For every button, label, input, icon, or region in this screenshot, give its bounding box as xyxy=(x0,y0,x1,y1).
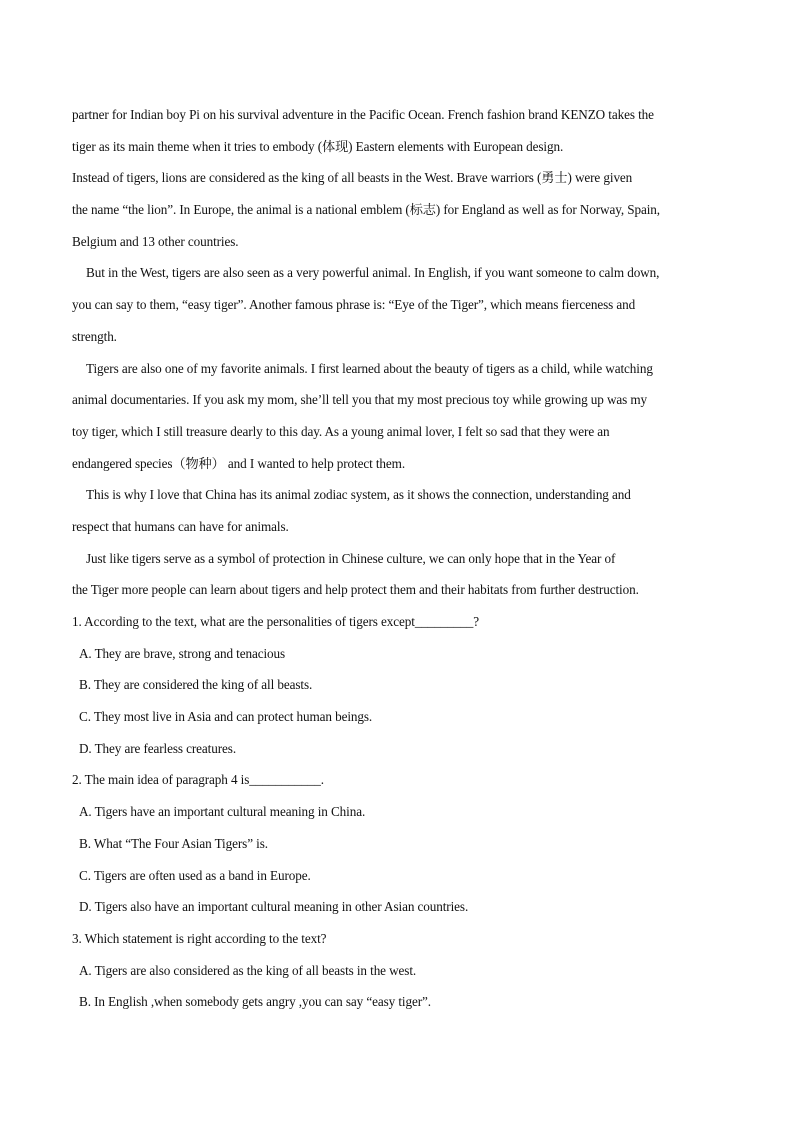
answer-option-a: A. Tigers have an important cultural meaning in China. xyxy=(79,804,366,820)
document-body xyxy=(72,99,722,1018)
answer-option-c: C. They most live in Asia and can protect human beings. xyxy=(79,709,373,725)
passage-line: respect that humans can have for animals. xyxy=(72,518,289,534)
answer-option-c: C. Tigers are often used as a band in Europe. xyxy=(79,867,311,883)
passage-line: Belgium and 13 other countries. xyxy=(72,233,239,249)
question-1 xyxy=(72,606,722,764)
passage-line: you can say to them, “easy tiger”. Another famous phrase is: “Eye of the Tiger”, which means fierceness and xyxy=(72,297,636,313)
reading-passage xyxy=(72,99,722,606)
passage-line: strength. xyxy=(72,328,117,344)
passage-line: This is why I love that China has its animal zodiac system, as it shows the connection, understanding and xyxy=(86,487,631,503)
answer-option-a: A. Tigers are also considered as the king of all beasts in the west. xyxy=(79,962,417,978)
question-stem: 2. The main idea of paragraph 4 is___________. xyxy=(72,772,324,788)
answer-option-b: B. In English ,when somebody gets angry ,you can say “easy tiger”. xyxy=(79,994,431,1010)
passage-line: partner for Indian boy Pi on his survival adventure in the Pacific Ocean. French fashion brand KENZO takes the xyxy=(72,107,654,122)
question-stem: 1. According to the text, what are the personalities of tigers except_________? xyxy=(72,614,480,629)
passage-line: animal documentaries. If you ask my mom, she’ll tell you that my most precious toy while growing up was my xyxy=(72,392,648,408)
passage-line: But in the West, tigers are also seen as a very powerful animal. In English, if you want someone to calm down, xyxy=(86,265,660,281)
passage-line: tiger as its main theme when it tries to embody (体现) Eastern elements with European design. xyxy=(72,138,564,154)
answer-option-d: D. Tigers also have an important cultural meaning in other Asian countries. xyxy=(79,899,469,915)
question-2 xyxy=(72,764,722,922)
passage-line: Tigers are also one of my favorite animals. I first learned about the beauty of tigers as a child, while watching xyxy=(86,360,653,376)
passage-line: the name “the lion”. In Europe, the animal is a national emblem (标志) for England as well as for Norway, Spain, xyxy=(72,202,660,218)
passage-line: Just like tigers serve as a symbol of protection in Chinese culture, we can only hope that in the Year of xyxy=(86,550,616,566)
question-stem: 3. Which statement is right according to the text? xyxy=(72,930,327,946)
answer-option-a: A. They are brave, strong and tenacious xyxy=(79,645,286,661)
passage-line: Instead of tigers, lions are considered as the king of all beasts in the West. Brave warriors (勇士) were given xyxy=(72,170,633,186)
answer-option-d: D. They are fearless creatures. xyxy=(79,740,237,756)
passage-line: endangered species（物种） and I wanted to help protect them. xyxy=(72,455,406,471)
passage-line: the Tiger more people can learn about tigers and help protect them and their habitats from further destruction. xyxy=(72,582,639,598)
answer-option-b: B. What “The Four Asian Tigers” is. xyxy=(79,835,268,851)
answer-option-b: B. They are considered the king of all beasts. xyxy=(79,677,313,693)
question-3 xyxy=(72,923,722,1018)
passage-line: toy tiger, which I still treasure dearly to this day. As a young animal lover, I felt so sad that they were an xyxy=(72,423,610,439)
